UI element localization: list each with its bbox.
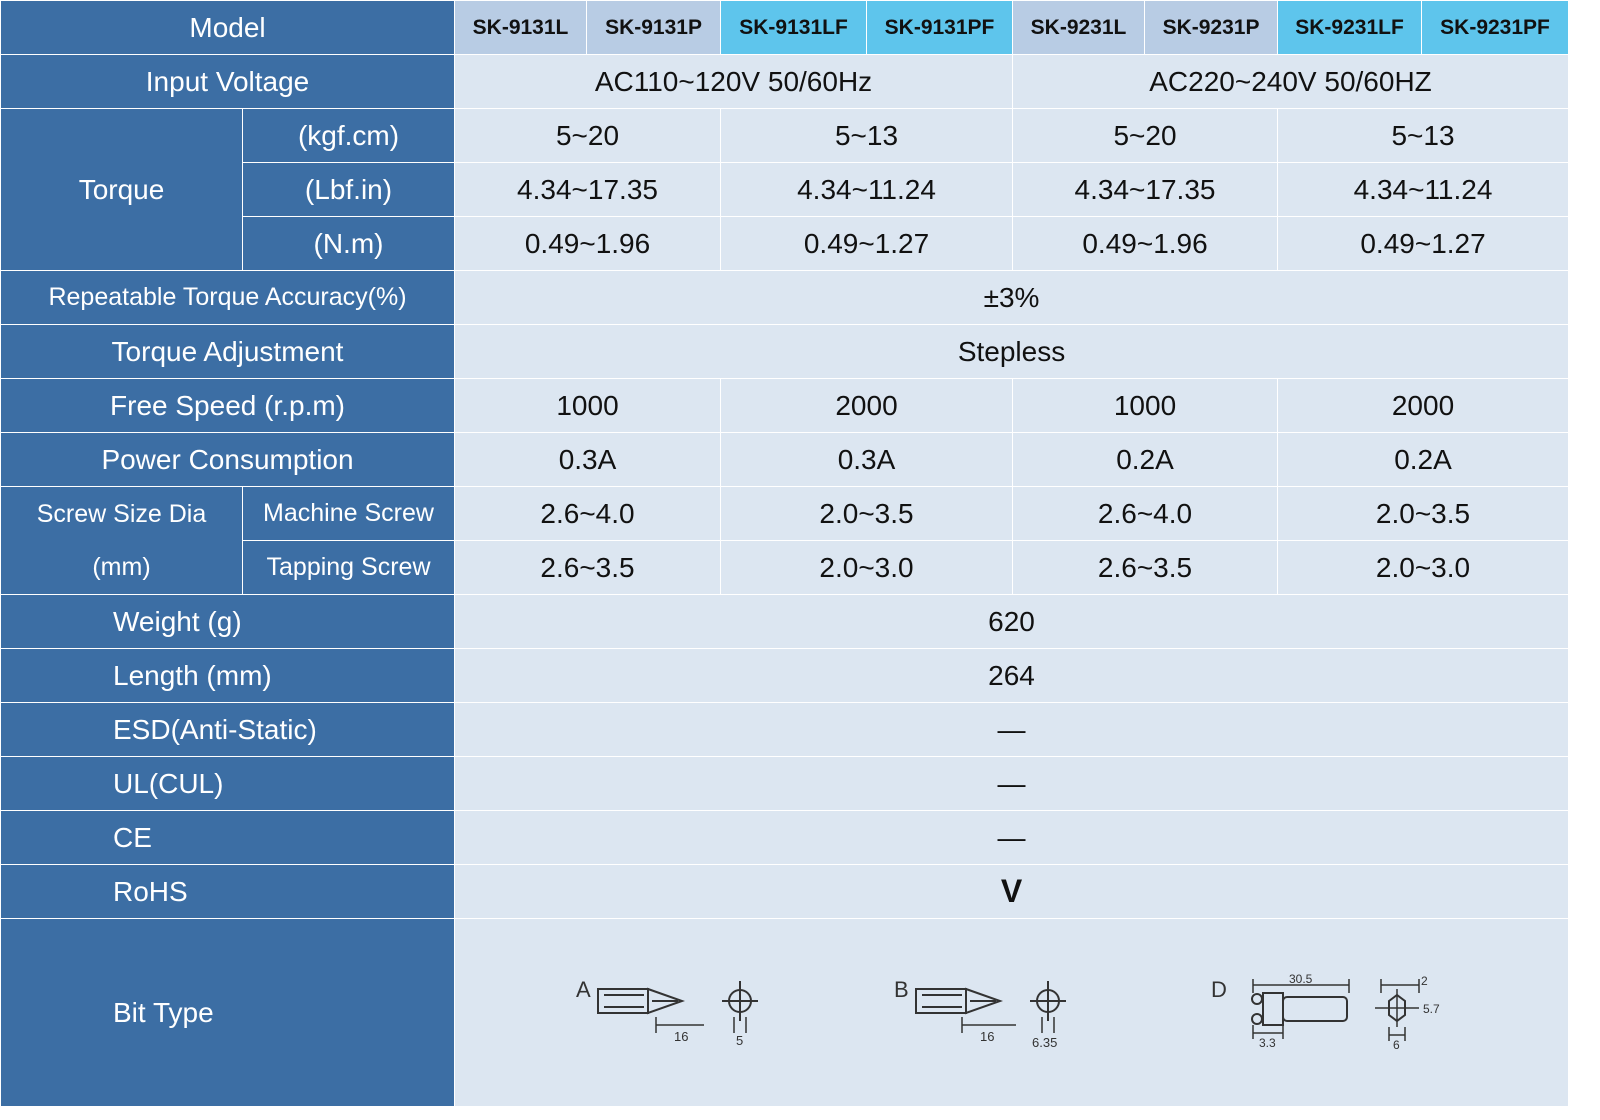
rohs-value: V xyxy=(455,865,1569,919)
ul-row xyxy=(1,757,1569,811)
torque-value: 4.34~17.35 xyxy=(1013,163,1278,217)
bit-letter: B xyxy=(893,976,909,1002)
model-name: SK-9231P xyxy=(1145,1,1278,55)
esd-label: ESD(Anti-Static) xyxy=(1,703,455,757)
screw-size-value: 2.0~3.0 xyxy=(1278,541,1569,595)
power-label: Power Consumption xyxy=(1,433,455,487)
esd-row xyxy=(1,703,1569,757)
model-row xyxy=(1,1,1569,55)
torque-unit-label: (Lbf.in) xyxy=(243,163,455,217)
power-value: 0.3A xyxy=(455,433,721,487)
phillips-bit-diagram-icon xyxy=(892,973,1092,1053)
ce-label: CE xyxy=(1,811,455,865)
accuracy-row xyxy=(1,271,1569,325)
ul-value: — xyxy=(455,757,1569,811)
weight-row xyxy=(1,595,1569,649)
screw-size-label-line2: (mm) xyxy=(92,552,151,581)
esd-value: — xyxy=(455,703,1569,757)
pin-bit-diagram-icon xyxy=(1209,973,1449,1053)
bit-letter: D xyxy=(1211,976,1228,1002)
free-speed-label: Free Speed (r.p.m) xyxy=(1,379,455,433)
screw-size-value: 2.0~3.5 xyxy=(721,487,1013,541)
power-value: 0.2A xyxy=(1278,433,1569,487)
ce-row xyxy=(1,811,1569,865)
torque-value: 0.49~1.27 xyxy=(1278,217,1569,271)
screw-size-value: 2.6~4.0 xyxy=(455,487,721,541)
bit-dimension: 30.5 xyxy=(1289,972,1313,986)
ul-label: UL(CUL) xyxy=(1,757,455,811)
torque-value: 4.34~17.35 xyxy=(455,163,721,217)
bit-dimension: 5.7 xyxy=(1423,1001,1440,1016)
screw-size-value: 2.0~3.0 xyxy=(721,541,1013,595)
model-name: SK-9131L xyxy=(455,1,587,55)
screw-type-label: Tapping Screw xyxy=(243,541,455,595)
screw-type-label: Machine Screw xyxy=(243,487,455,541)
rohs-row xyxy=(1,865,1569,919)
bit-dimension: 16 xyxy=(673,1028,689,1044)
power-value: 0.3A xyxy=(721,433,1013,487)
torque-label: Torque xyxy=(1,109,243,271)
torque-unit-label: (N.m) xyxy=(243,217,455,271)
length-row xyxy=(1,649,1569,703)
input-voltage-row xyxy=(1,55,1569,109)
input-voltage-label: Input Voltage xyxy=(1,55,455,109)
adjustment-value: Stepless xyxy=(455,325,1569,379)
screw-size-value: 2.6~3.5 xyxy=(455,541,721,595)
bit-dimension: 5 xyxy=(735,1032,744,1048)
torque-value: 0.49~1.27 xyxy=(721,217,1013,271)
torque-value: 5~20 xyxy=(1013,109,1278,163)
torque-unit-label: (kgf.cm) xyxy=(243,109,455,163)
bit-letter: A xyxy=(575,976,591,1002)
model-name: SK-9231PF xyxy=(1422,1,1569,55)
model-name: SK-9131PF xyxy=(867,1,1013,55)
length-label: Length (mm) xyxy=(1,649,455,703)
screw-size-value: 2.0~3.5 xyxy=(1278,487,1569,541)
torque-value: 4.34~11.24 xyxy=(1278,163,1569,217)
bit-dimension: 6.35 xyxy=(1031,1034,1057,1050)
weight-value: 620 xyxy=(455,595,1569,649)
model-name: SK-9231L xyxy=(1013,1,1145,55)
screw-row xyxy=(1,487,1569,541)
length-value: 264 xyxy=(455,649,1569,703)
adjustment-row xyxy=(1,325,1569,379)
free-speed-value: 2000 xyxy=(1278,379,1569,433)
free-speed-value: 1000 xyxy=(1013,379,1278,433)
torque-value: 5~20 xyxy=(455,109,721,163)
adjustment-label: Torque Adjustment xyxy=(1,325,455,379)
rohs-label: RoHS xyxy=(1,865,455,919)
free-speed-value: 1000 xyxy=(455,379,721,433)
bit-diagram-list xyxy=(455,973,1568,1053)
accuracy-value: ±3% xyxy=(455,271,1569,325)
power-value: 0.2A xyxy=(1013,433,1278,487)
model-name: SK-9231LF xyxy=(1278,1,1422,55)
screw-size-label-line1: Screw Size Dia xyxy=(36,499,207,528)
free-speed-row xyxy=(1,379,1569,433)
torque-value: 0.49~1.96 xyxy=(455,217,721,271)
bit-dimension: 3.3 xyxy=(1259,1035,1276,1050)
power-row xyxy=(1,433,1569,487)
weight-label: Weight (g) xyxy=(1,595,455,649)
torque-value: 4.34~11.24 xyxy=(721,163,1013,217)
model-name: SK-9131P xyxy=(587,1,721,55)
bit-dimension: 16 xyxy=(979,1028,994,1044)
screw-size-value: 2.6~4.0 xyxy=(1013,487,1278,541)
phillips-bit-diagram-icon xyxy=(574,973,774,1053)
torque-value: 0.49~1.96 xyxy=(1013,217,1278,271)
ce-value: — xyxy=(455,811,1569,865)
model-name: SK-9131LF xyxy=(721,1,867,55)
torque-row xyxy=(1,109,1569,163)
bit-type-diagrams xyxy=(455,919,1569,1107)
torque-value: 5~13 xyxy=(721,109,1013,163)
free-speed-value: 2000 xyxy=(721,379,1013,433)
bit-dimension: 6 xyxy=(1393,1037,1400,1052)
input-voltage-value: AC110~120V 50/60Hz xyxy=(455,55,1013,109)
torque-value: 5~13 xyxy=(1278,109,1569,163)
bit-type-label: Bit Type xyxy=(1,919,455,1107)
bit-type-row xyxy=(1,919,1569,1107)
bit-dimension: 2 xyxy=(1421,973,1428,988)
input-voltage-value: AC220~240V 50/60HZ xyxy=(1013,55,1569,109)
accuracy-label: Repeatable Torque Accuracy(%) xyxy=(1,271,455,325)
screw-size-value: 2.6~3.5 xyxy=(1013,541,1278,595)
screw-size-label xyxy=(1,487,243,595)
model-label: Model xyxy=(1,1,455,55)
